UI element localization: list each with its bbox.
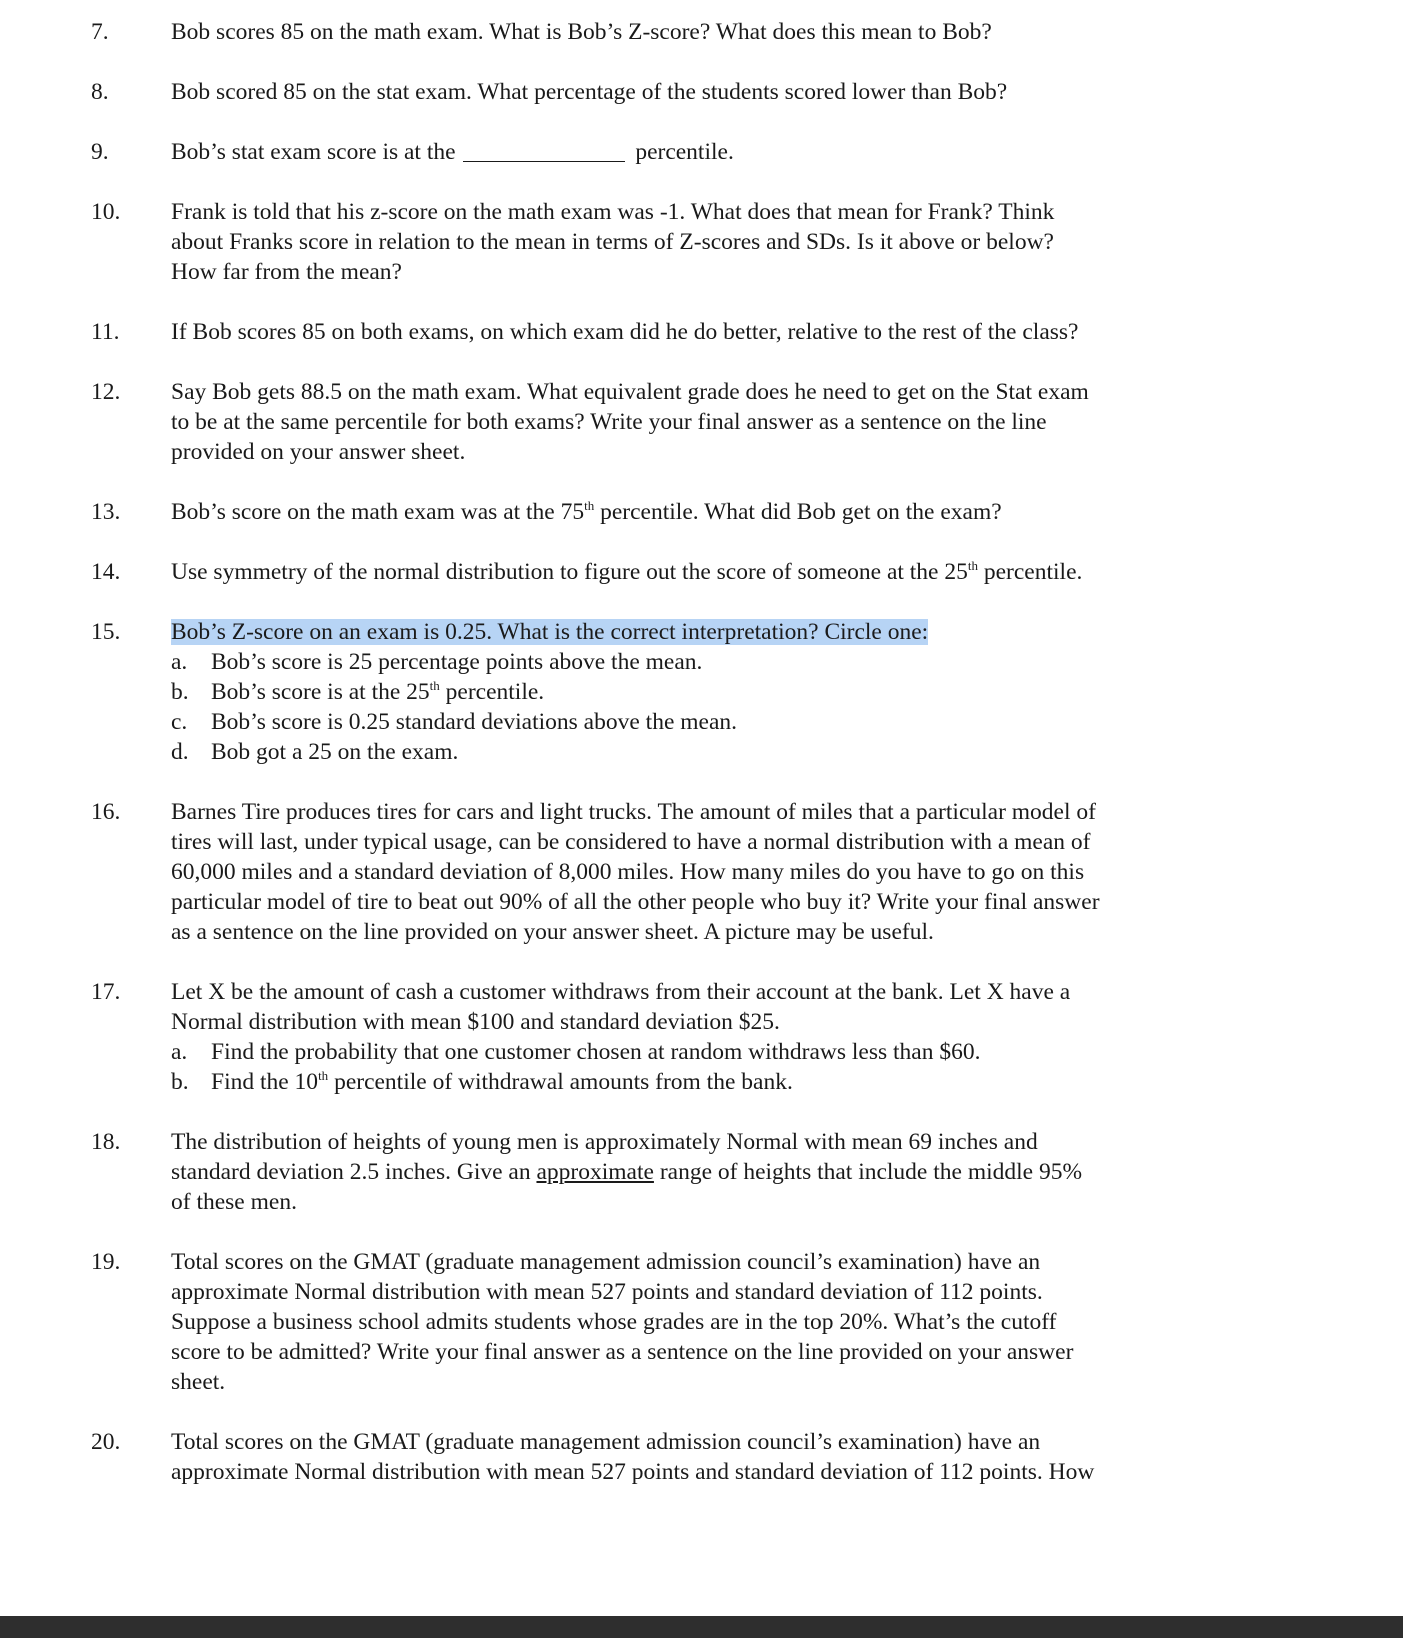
question-text: percentile. — [635, 139, 734, 165]
question-text: Bob scores 85 on the math exam. What is Bob’s Z-score? What does this mean to Bob? — [171, 19, 992, 45]
option-a — [171, 647, 1211, 677]
question-14 — [0, 557, 1403, 587]
question-text: percentile. — [978, 559, 1083, 585]
question-number: 13. — [91, 499, 121, 525]
ordinal-suffix: th — [584, 498, 595, 513]
question-19 — [0, 1247, 1403, 1397]
bottom-status-bar — [0, 1616, 1403, 1638]
question-text: particular model of tire to beat out 90% of all the other people who buy it? Write your final answer — [171, 889, 1100, 915]
option-label: b. — [171, 1069, 189, 1095]
question-text: Total scores on the GMAT (graduate management admission council’s examination) have an — [171, 1429, 1041, 1455]
question-number: 15. — [91, 619, 121, 645]
question-text: standard deviation 2.5 inches. Give an — [171, 1159, 537, 1185]
question-text: The distribution of heights of young men is approximately Normal with mean 69 inches and — [171, 1129, 1038, 1155]
option-text: Find the 10 — [211, 1069, 319, 1095]
question-text: about Franks score in relation to the mean in terms of Z-scores and SDs. Is it above or below? — [171, 229, 1054, 255]
question-11 — [0, 317, 1403, 347]
question-9 — [0, 137, 1403, 167]
question-12 — [0, 377, 1403, 467]
question-text: provided on your answer sheet. — [171, 439, 466, 465]
ordinal-suffix: th — [429, 678, 440, 693]
question-text: Suppose a business school admits students whose grades are in the top 20%. What’s the cutoff — [171, 1309, 1057, 1335]
question-number: 16. — [91, 799, 121, 825]
question-number: 12. — [91, 379, 121, 405]
question-text: as a sentence on the line provided on your answer sheet. A picture may be useful. — [171, 919, 934, 945]
question-number: 18. — [91, 1129, 121, 1155]
question-number: 8. — [91, 79, 109, 105]
question-number: 20. — [91, 1429, 121, 1455]
option-label: c. — [171, 709, 188, 735]
question-text: sheet. — [171, 1369, 226, 1395]
fill-in-blank — [463, 139, 625, 162]
question-number: 9. — [91, 139, 109, 165]
question-text: How far from the mean? — [171, 259, 402, 285]
question-text: percentile. What did Bob get on the exam? — [594, 499, 1002, 525]
option-text: Bob’s score is 0.25 standard deviations above the mean. — [211, 709, 738, 735]
ordinal-suffix: th — [967, 558, 978, 573]
option-b — [171, 1067, 1211, 1097]
question-text: Bob’s score on the math exam was at the 75 — [171, 499, 585, 525]
option-text: percentile. — [439, 679, 545, 705]
option-label: a. — [171, 1039, 188, 1065]
question-text: score to be admitted? Write your final answer as a sentence on the line provided on your answer — [171, 1339, 1074, 1365]
question-text: approximate Normal distribution with mean 527 points and standard deviation of 112 points. — [171, 1279, 1043, 1305]
option-label: b. — [171, 679, 189, 705]
question-text: Bob’s stat exam score is at the — [171, 139, 456, 165]
option-text: Bob’s score is 25 percentage points above the mean. — [211, 649, 703, 675]
question-text: Frank is told that his z-score on the math exam was -1. What does that mean for Frank? Think — [171, 199, 1055, 225]
question-text: of these men. — [171, 1189, 297, 1215]
question-16 — [0, 797, 1403, 947]
question-text: range of heights that include the middle 95% — [653, 1159, 1083, 1185]
question-number: 14. — [91, 559, 121, 585]
option-c — [171, 707, 1211, 737]
question-13 — [0, 497, 1403, 527]
option-label: d. — [171, 739, 189, 765]
option-text: Bob’s score is at the 25 — [211, 679, 430, 705]
option-b — [171, 677, 1211, 707]
question-text: Total scores on the GMAT (graduate management admission council’s examination) have an — [171, 1249, 1041, 1275]
option-label: a. — [171, 649, 188, 675]
question-text: to be at the same percentile for both exams? Write your final answer as a sentence on the line — [171, 409, 1047, 435]
question-number: 10. — [91, 199, 121, 225]
question-8 — [0, 77, 1403, 107]
document-page — [0, 17, 1403, 1517]
ordinal-suffix: th — [318, 1068, 329, 1083]
question-text: Let X be the amount of cash a customer withdraws from their account at the bank. Let X have a — [171, 979, 1071, 1005]
question-text: Bob scored 85 on the stat exam. What percentage of the students scored lower than Bob? — [171, 79, 1008, 105]
underlined-word: approximate — [536, 1159, 654, 1185]
selected-text-highlight[interactable]: Bob’s Z-score on an exam is 0.25. What is the correct interpretation? Circle one: — [171, 619, 929, 645]
option-a — [171, 1037, 1211, 1067]
option-text: Find the probability that one customer chosen at random withdraws less than $60. — [211, 1039, 981, 1065]
option-text: Bob got a 25 on the exam. — [211, 739, 459, 765]
question-7 — [0, 17, 1403, 47]
question-15 — [0, 617, 1403, 767]
option-text: percentile of withdrawal amounts from the bank. — [328, 1069, 793, 1095]
question-text: 60,000 miles and a standard deviation of 8,000 miles. How many miles do you have to go on this — [171, 859, 1085, 885]
question-text: approximate Normal distribution with mean 527 points and standard deviation of 112 points. How — [171, 1459, 1095, 1485]
question-number: 7. — [91, 19, 109, 45]
option-d — [171, 737, 1211, 767]
question-text: Normal distribution with mean $100 and standard deviation $25. — [171, 1009, 780, 1035]
question-text: If Bob scores 85 on both exams, on which exam did he do better, relative to the rest of the class? — [171, 319, 1079, 345]
question-text: Barnes Tire produces tires for cars and light trucks. The amount of miles that a particular model of — [171, 799, 1096, 825]
question-number: 17. — [91, 979, 121, 1005]
question-number: 19. — [91, 1249, 121, 1275]
question-18 — [0, 1127, 1403, 1217]
question-text: Use symmetry of the normal distribution to figure out the score of someone at the 25 — [171, 559, 968, 585]
question-17 — [0, 977, 1403, 1097]
question-10 — [0, 197, 1403, 287]
question-20 — [0, 1427, 1403, 1487]
question-text: tires will last, under typical usage, can be considered to have a normal distribution with a mean of — [171, 829, 1091, 855]
question-number: 11. — [91, 319, 120, 345]
question-text: Say Bob gets 88.5 on the math exam. What equivalent grade does he need to get on the Stat exam — [171, 379, 1089, 405]
